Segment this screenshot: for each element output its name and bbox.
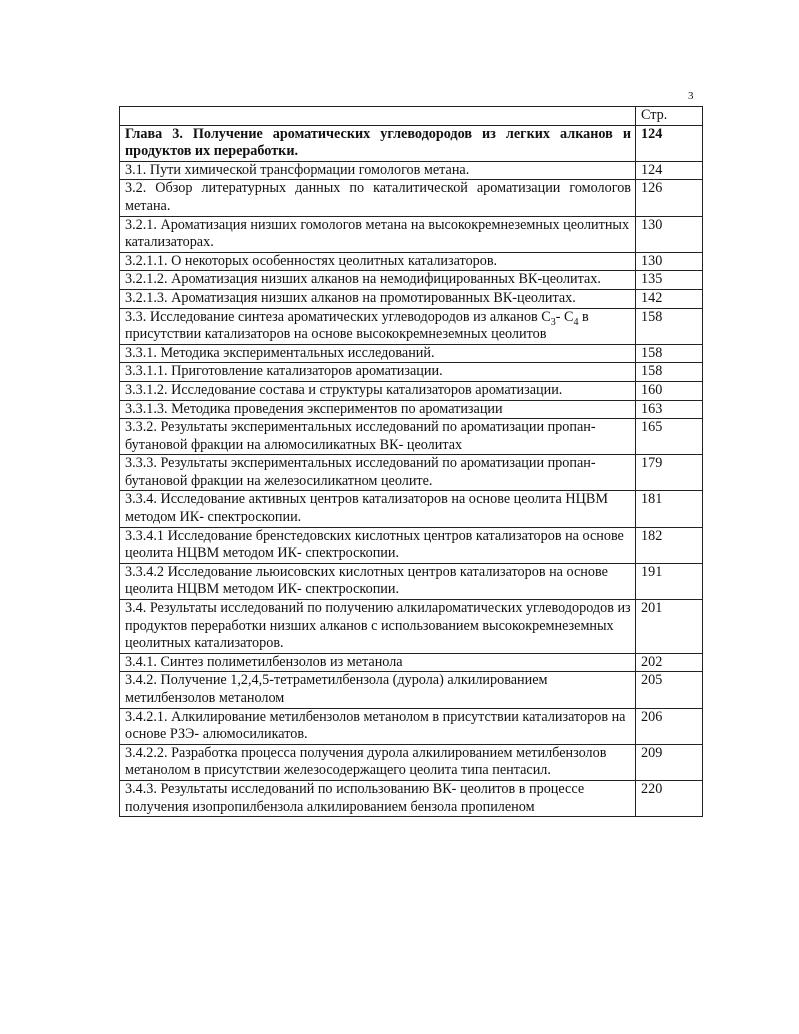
toc-row [120,419,703,455]
chapter-row [120,125,703,161]
toc-row [120,780,703,816]
toc-row [120,344,703,363]
toc-entry-title: 3.2.1.3. Ароматизация низших алканов на промотированных ВК-цеолитах. [120,289,636,308]
title-text: 3.3. Исследование синтеза ароматических углеводородов из алканов С [125,308,551,325]
header-title-cell [120,107,636,126]
toc-entry-title: 3.3.1.3. Методика проведения экспериментов по ароматизации [120,400,636,419]
toc-entry-page: 126 [636,180,703,216]
toc-entry-page: 205 [636,672,703,708]
toc-entry-title: 3.4.2.2. Разработка процесса получения дурола алкилированием метилбензолов метанолом в присутствии железосодержащего цеолита типа пентасил. [120,744,636,780]
toc-entry-title: 3.4.2.1. Алкилирование метилбензолов метанолом в присутствии катализаторов на основе РЗЭ- алюмосиликатов. [120,708,636,744]
toc-entry-page: 165 [636,419,703,455]
toc-entry-page: 179 [636,455,703,491]
toc-entry-title: 3.2.1. Ароматизация низших гомологов метана на высококремнеземных цеолитных катализаторах. [120,216,636,252]
toc-row [120,381,703,400]
toc-entry-page: 135 [636,271,703,290]
toc-entry-page: 163 [636,400,703,419]
toc-entry-page: 160 [636,381,703,400]
toc-row [120,271,703,290]
toc-entry-title [120,308,636,344]
toc-row [120,708,703,744]
toc-row [120,216,703,252]
toc-row [120,744,703,780]
toc-entry-title: 3.1. Пути химической трансформации гомологов метана. [120,161,636,180]
page-number: 3 [688,90,694,102]
toc-row [120,161,703,180]
toc-entry-page: 181 [636,491,703,527]
toc-entry-page: 158 [636,344,703,363]
toc-row [120,653,703,672]
toc-entry-title: 3.3.4. Исследование активных центров катализаторов на основе цеолита НЦВМ методом ИК- спектроскопии. [120,491,636,527]
toc-entry-page: 158 [636,308,703,344]
toc-entry-title: 3.2.1.2. Ароматизация низших алканов на немодифицированных ВК-цеолитах. [120,271,636,290]
toc-entry-page: 130 [636,216,703,252]
toc-entry-page: 142 [636,289,703,308]
toc-row [120,308,703,344]
title-text: в присутствии катализаторов на основе высококремнеземных цеолитов [125,308,589,343]
subscript: 3 [550,316,556,328]
page-column-header: Стр. [636,107,703,126]
toc-entry-title: 3.3.1.1. Приготовление катализаторов ароматизации. [120,363,636,382]
toc-row [120,527,703,563]
toc-entry-page: 206 [636,708,703,744]
toc-header-row [120,107,703,126]
toc-entry-page: 191 [636,563,703,599]
toc-entry-page: 220 [636,780,703,816]
toc-entry-title: 3.4.3. Результаты исследований по использованию ВК- цеолитов в процессе получения изопропилбензола алкилированием бензола пропиленом [120,780,636,816]
toc-entry-title: 3.3.2. Результаты экспериментальных исследований по ароматизации пропан- бутановой фракции на алюмосиликатных ВК- цеолитах [120,419,636,455]
toc-entry-page: 158 [636,363,703,382]
chapter-page: 124 [636,125,703,161]
toc-entry-page: 130 [636,252,703,271]
toc-row [120,289,703,308]
toc-entry-title: 3.4.2. Получение 1,2,4,5-тетраметилбензола (дурола) алкилированием метилбензолов метанолом [120,672,636,708]
toc-row [120,563,703,599]
title-text: - С [555,308,574,325]
toc-entry-page: 124 [636,161,703,180]
toc-entry-title: 3.2. Обзор литературных данных по каталитической ароматизации гомологов метана. [120,180,636,216]
toc-row [120,400,703,419]
toc-row [120,600,703,654]
toc-entry-title: 3.4. Результаты исследований по получению алкилароматических углеводородов из продуктов переработки низших алканов с использованием высококремнеземных цеолитных катализаторов. [120,600,636,654]
toc-entry-page: 202 [636,653,703,672]
toc-entry-page: 182 [636,527,703,563]
toc-entry-title: 3.3.3. Результаты экспериментальных исследований по ароматизации пропан- бутановой фракции на железосиликатном цеолите. [120,455,636,491]
subscript: 4 [573,316,579,328]
toc-row [120,252,703,271]
toc-entry-title: 3.3.4.2 Исследование льюисовских кислотных центров катализаторов на основе цеолита НЦВМ методом ИК- спектроскопии. [120,563,636,599]
toc-entry-title: 3.4.1. Синтез полиметилбензолов из метанола [120,653,636,672]
chapter-title: Глава 3. Получение ароматических углеводородов из легких алканов и продуктов их переработки. [120,125,636,161]
toc-row [120,455,703,491]
toc-entry-title: 3.3.1.2. Исследование состава и структуры катализаторов ароматизации. [120,381,636,400]
toc-row [120,491,703,527]
toc-entry-title: 3.3.1. Методика экспериментальных исследований. [120,344,636,363]
toc-entry-page: 209 [636,744,703,780]
toc-entry-title: 3.2.1.1. О некоторых особенностях цеолитных катализаторов. [120,252,636,271]
table-of-contents [119,106,703,817]
toc-row [120,363,703,382]
toc-entry-page: 201 [636,600,703,654]
toc-row [120,672,703,708]
toc-row [120,180,703,216]
toc-entry-title: 3.3.4.1 Исследование бренстедовских кислотных центров катализаторов на основе цеолита НЦВМ методом ИК- спектроскопии. [120,527,636,563]
